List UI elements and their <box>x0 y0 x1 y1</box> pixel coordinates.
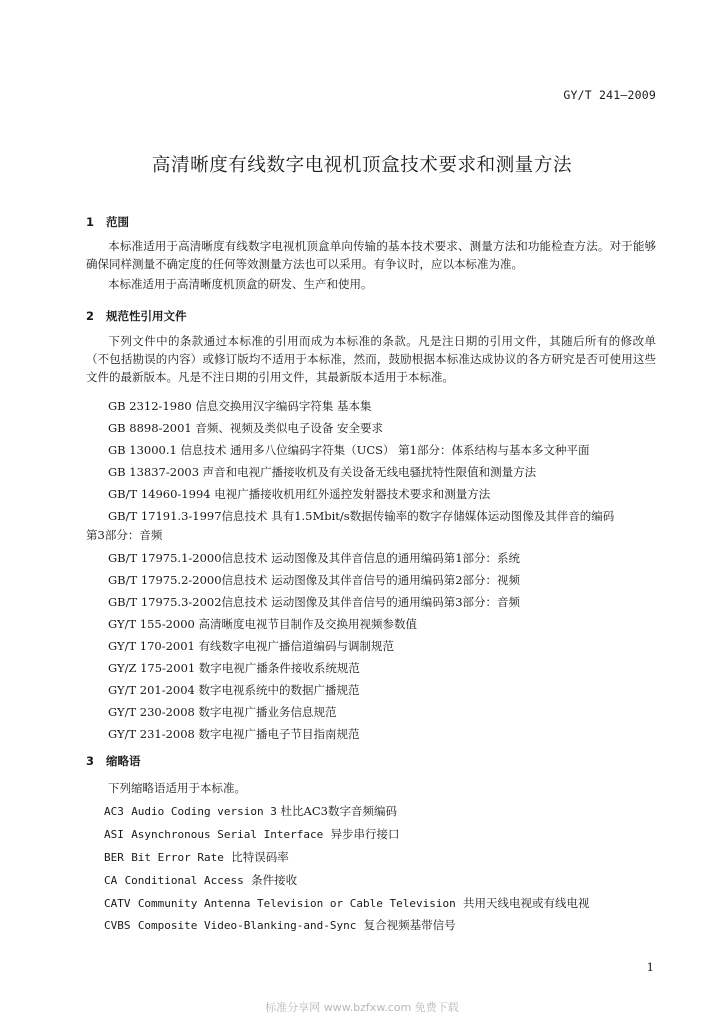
abbr-english: Asynchronous Serial Interface <box>131 828 324 841</box>
reference-item: GB 13837-2003 声音和电视广播接收机及有关设备无线电骚扰特性限值和测量方法 <box>108 465 537 479</box>
abbr-english: Audio Coding version 3 <box>131 805 277 818</box>
abbreviation-intro: 下列缩略语适用于本标准。 <box>108 781 246 795</box>
section-title: 范围 <box>106 215 129 229</box>
abbreviation-row <box>104 849 289 865</box>
reference-item: GB 8898-2001 音频、视频及类似电子设备 安全要求 <box>108 421 384 435</box>
reference-item: GB/T 17975.3-2002信息技术 运动图像及其伴音信号的通用编码第3部分：音频 <box>108 595 521 609</box>
watermark-text: 标准分享网 www.bzfxw.com 免费下载 <box>265 1001 459 1014</box>
paragraph: 本标准适用于高清晰度有线数字电视机顶盒单向传输的基本技术要求、测量方法和功能检查方法。对于能够确保同样测量不确定度的任何等效测量方法也可以采用。有争议时，应以本标准为准。 <box>86 239 656 271</box>
abbreviation-row <box>104 803 397 819</box>
reference-item: GY/Z 175-2001 数字电视广播条件接收系统规范 <box>108 661 360 675</box>
abbr-chinese: 共用天线电视或有线电视 <box>463 896 590 910</box>
abbr-chinese: 复合视频基带信号 <box>363 918 456 932</box>
section-title: 规范性引用文件 <box>106 309 187 323</box>
reference-item: GB/T 17191.3-1997信息技术 具有1.5Mbit/s数据传输率的数字存储媒体运动图像及其伴音的编码 <box>108 509 615 523</box>
abbr-english: Bit Error Rate <box>131 851 224 864</box>
abbr-code: CVBS <box>104 919 131 932</box>
abbr-chinese: 比特误码率 <box>231 850 289 864</box>
abbr-code: CA <box>104 874 118 887</box>
section-heading-abbreviations <box>86 753 141 769</box>
reference-item-continuation: 第3部分：音频 <box>86 528 163 542</box>
reference-item: GB/T 17975.2-2000信息技术 运动图像及其伴音信号的通用编码第2部分：视频 <box>108 573 521 587</box>
document-title: 高清晰度有线数字电视机顶盒技术要求和测量方法 <box>151 155 573 176</box>
paragraph: 下列文件中的条款通过本标准的引用而成为本标准的条款。凡是注日期的引用文件，其随后所有的修改单（不包括勘误的内容）或修订版均不适用于本标准，然而，鼓励根据本标准达成协议的各方研究是否可使用这些文件的最新版本。凡是不注日期的引用文件，其最新版本适用于本标准。 <box>86 334 656 384</box>
abbreviation-row <box>104 872 297 888</box>
section-number: 2 <box>86 309 95 323</box>
reference-item: GY/T 155-2000 高清晰度电视节目制作及交换用视频参数值 <box>108 617 418 631</box>
section-title: 缩略语 <box>106 754 141 768</box>
abbr-english: Community Antenna Television or Cable Television <box>137 897 456 910</box>
section-number: 1 <box>86 215 95 229</box>
abbr-code: BER <box>104 851 124 864</box>
page-number: 1 <box>646 960 654 974</box>
reference-item: GY/T 201-2004 数字电视系统中的数据广播规范 <box>108 683 360 697</box>
reference-item: GY/T 231-2008 数字电视广播电子节目指南规范 <box>108 727 360 741</box>
reference-item: GB/T 17975.1-2000信息技术 运动图像及其伴音信息的通用编码第1部分：系统 <box>108 551 521 565</box>
abbr-chinese: 异步串行接口 <box>330 827 400 841</box>
abbr-code: CATV <box>104 897 131 910</box>
abbreviation-row <box>104 826 400 842</box>
section-heading-scope <box>86 214 129 230</box>
reference-item: GY/T 170-2001 有线数字电视广播信道编码与调制规范 <box>108 639 395 653</box>
abbr-english: Conditional Access <box>124 874 244 887</box>
abbr-code: AC3 <box>104 805 124 818</box>
section-number: 3 <box>86 754 95 768</box>
abbr-chinese: 条件接收 <box>251 873 298 887</box>
standard-code: GY/T 241—2009 <box>563 88 656 102</box>
abbr-english: Composite Video-Blanking-and-Sync <box>137 919 357 932</box>
section-heading-normative-references <box>86 308 187 324</box>
abbreviation-row <box>104 917 456 933</box>
abbr-code: ASI <box>104 828 124 841</box>
abbreviation-row <box>104 895 590 911</box>
abbr-chinese: 杜比AC3数字音频编码 <box>280 804 397 818</box>
reference-item: GB/T 14960-1994 电视广播接收机用红外遥控发射器技术要求和测量方法 <box>108 487 491 501</box>
reference-item: GB 13000.1 信息技术 通用多八位编码字符集（UCS） 第1部分：体系结构与基本多文种平面 <box>108 443 590 457</box>
paragraph: 本标准适用于高清晰度机顶盒的研发、生产和使用。 <box>108 277 373 291</box>
reference-item: GB 2312-1980 信息交换用汉字编码字符集 基本集 <box>108 399 372 413</box>
reference-item: GY/T 230-2008 数字电视广播业务信息规范 <box>108 705 337 719</box>
